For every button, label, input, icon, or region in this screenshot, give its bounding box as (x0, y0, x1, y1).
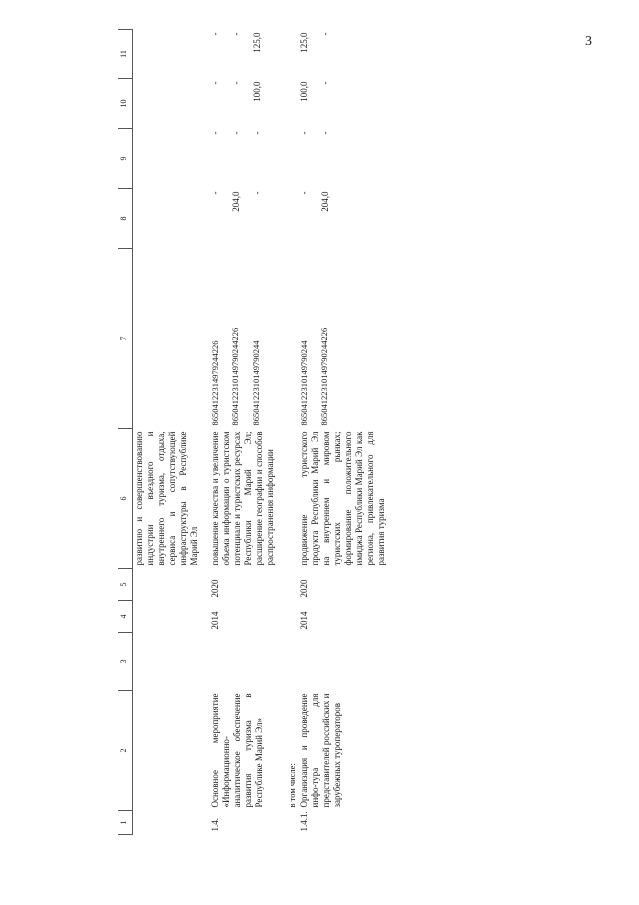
value: 204,0 (319, 191, 330, 212)
value: - (319, 32, 330, 36)
budget-codes (209, 249, 277, 429)
expected-result: повышение качества и увеличение объема информации о туристском потенциале и туристских ресурсах Республики Марий Эл; расширение географии и способов распространения информации (209, 431, 275, 566)
continuation-row (133, 30, 201, 835)
value: - (251, 191, 262, 195)
end-year: 2020 (298, 579, 309, 598)
measure-name: Организация и проведение инфо-тура для представителей российских и зарубежных туроператоров (298, 693, 342, 808)
header-cell: 4 (118, 601, 133, 633)
budget-code: 86504122310149790244226 (230, 327, 241, 426)
header-cell: 11 (118, 30, 133, 79)
header-row (118, 30, 133, 835)
values-col9 (209, 129, 277, 189)
value: - (209, 81, 220, 85)
header-cell: 1 (118, 811, 133, 835)
header-cell: 2 (118, 691, 133, 811)
values-col11 (298, 30, 388, 79)
budget-code: 86504122310149790244226 (319, 327, 330, 426)
value: - (230, 81, 241, 85)
end-year: 2020 (209, 579, 220, 598)
subheading: в том числе: (286, 763, 297, 808)
value: - (319, 81, 330, 85)
value: 100,0 (251, 81, 262, 102)
value: 125,0 (298, 32, 309, 53)
row-number: 1.4.1. (298, 811, 309, 832)
value: 100,0 (298, 81, 309, 102)
value: - (251, 131, 262, 135)
value: 204,0 (230, 191, 241, 212)
table-row (209, 30, 277, 835)
values-col8 (209, 189, 277, 249)
start-year: 2014 (209, 611, 220, 630)
header-cell: 3 (118, 633, 133, 691)
measure-name: Основное мероприятие «Информационно-аналитическое обеспечение развития туризма в Республике Марий Эл» (209, 693, 264, 808)
budget-code: 86504122310149790244 (250, 340, 261, 426)
value: - (230, 32, 241, 36)
header-cell: 10 (118, 79, 133, 129)
values-col10 (209, 79, 277, 129)
value: - (230, 131, 241, 135)
budget-code: 86504122314979244226 (209, 340, 220, 426)
budget-code: 86504122310149790244 (298, 340, 309, 426)
header-cell: 7 (118, 249, 133, 429)
values-col8 (298, 189, 388, 249)
header-cell: 8 (118, 189, 133, 249)
budget-codes (298, 249, 388, 429)
row-number: 1.4. (209, 818, 220, 832)
expected-result: продвижение туристского продукта Республики Марий Эл на внутреннем и мировом туристских рынках; формирование положительного имиджа Республики Марий Эл как региона, привлекательного для развития туризма (298, 431, 386, 566)
value: - (298, 191, 309, 195)
header-cell: 5 (118, 569, 133, 601)
values-col10 (298, 79, 388, 129)
value: - (319, 131, 330, 135)
page-number: 3 (585, 34, 592, 49)
continuation-result: развитию и совершенствованию индустрии въездного и внутреннего туризма, отдыха, сервиса и сопутствующей инфраструктуры в Республике Марий Эл (134, 431, 199, 566)
header-cell: 6 (118, 429, 133, 569)
value: - (209, 191, 220, 195)
subheading-row (277, 30, 298, 835)
value: - (209, 131, 220, 135)
values-col9 (298, 129, 388, 189)
table-row (298, 30, 388, 835)
value: 125,0 (251, 32, 262, 53)
value: - (298, 131, 309, 135)
values-col11 (209, 30, 277, 79)
rotated-table-page (118, 30, 618, 835)
value: - (209, 32, 220, 36)
header-cell: 9 (118, 129, 133, 189)
start-year: 2014 (298, 611, 309, 630)
measures-table (118, 29, 388, 835)
